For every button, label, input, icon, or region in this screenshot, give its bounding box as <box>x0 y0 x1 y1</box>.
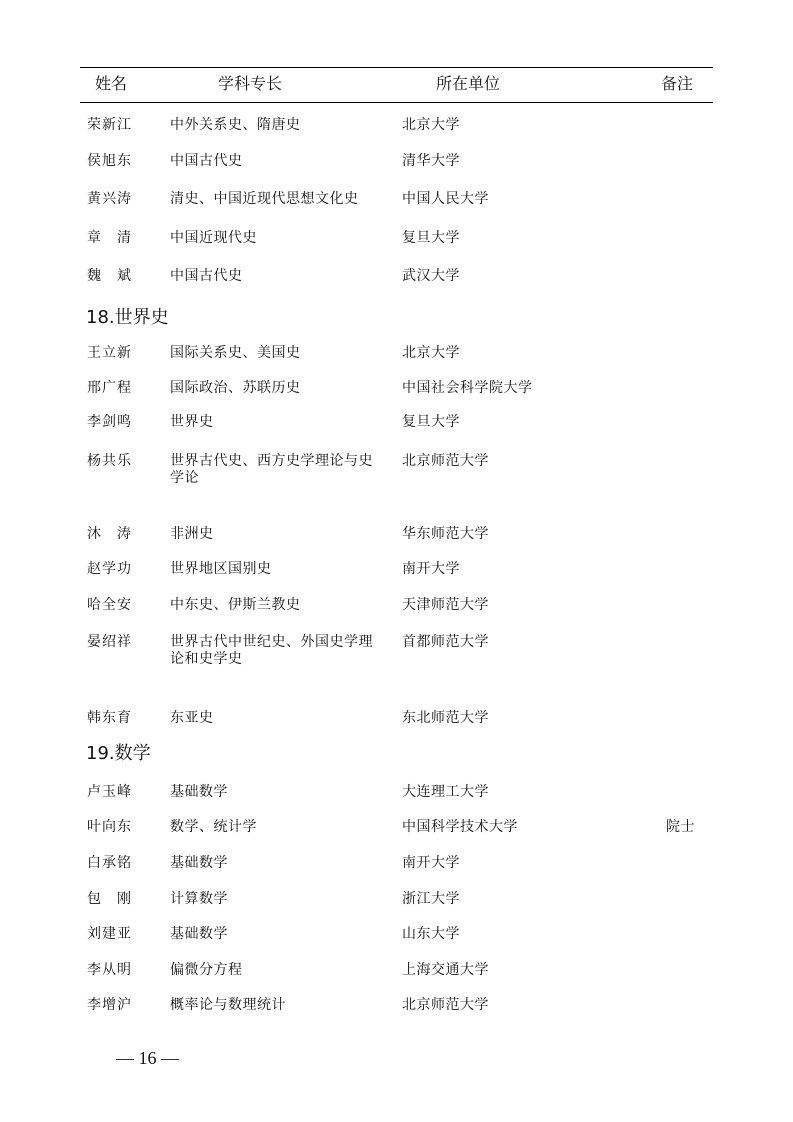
row-specialty: 世界古代中世纪史、外国史学理论和史学史 <box>170 634 373 667</box>
row-name: 李增沪 <box>87 997 132 1013</box>
row-specialty: 基础数学 <box>170 926 228 942</box>
row-unit: 复旦大学 <box>402 230 460 246</box>
row-specialty: 中国古代史 <box>170 268 243 284</box>
row-unit: 首都师范大学 <box>402 634 489 650</box>
row-unit: 山东大学 <box>402 926 460 942</box>
row-specialty: 中东史、伊斯兰教史 <box>170 597 301 613</box>
row-unit: 武汉大学 <box>402 268 460 284</box>
row-name: 魏 斌 <box>87 268 132 284</box>
row-name: 哈全安 <box>87 597 132 613</box>
row-unit: 北京大学 <box>402 117 460 133</box>
row-name: 卢玉峰 <box>87 784 132 800</box>
row-name: 章 清 <box>87 230 132 246</box>
row-name: 赵学功 <box>87 561 132 577</box>
row-specialty: 中国古代史 <box>170 153 243 169</box>
row-unit: 北京大学 <box>402 345 460 361</box>
row-specialty: 东亚史 <box>170 710 214 726</box>
section-heading-mathematics: 19.数学 <box>86 743 151 764</box>
row-unit: 中国科学技术大学 <box>402 819 518 835</box>
row-name: 邢广程 <box>87 380 132 396</box>
header-note: 备注 <box>661 74 694 93</box>
row-name: 刘建亚 <box>87 926 132 942</box>
row-unit: 浙江大学 <box>402 891 460 907</box>
row-name: 韩东育 <box>87 710 132 726</box>
row-unit: 南开大学 <box>402 561 460 577</box>
row-specialty: 计算数学 <box>170 891 228 907</box>
table-top-rule <box>80 67 713 68</box>
header-unit: 所在单位 <box>436 74 501 93</box>
row-specialty: 世界古代史、西方史学理论与史学论 <box>170 453 373 486</box>
row-specialty: 清史、中国近现代思想文化史 <box>170 191 359 207</box>
row-specialty: 中国近现代史 <box>170 230 257 246</box>
header-name: 姓名 <box>95 74 128 93</box>
row-specialty: 世界地区国别史 <box>170 561 272 577</box>
row-unit: 中国人民大学 <box>402 191 489 207</box>
row-specialty: 国际关系史、美国史 <box>170 345 301 361</box>
row-unit: 北京师范大学 <box>402 453 489 469</box>
row-name: 侯旭东 <box>87 153 132 169</box>
row-unit: 东北师范大学 <box>402 710 489 726</box>
row-specialty: 基础数学 <box>170 784 228 800</box>
row-specialty: 概率论与数理统计 <box>170 997 286 1013</box>
row-unit: 清华大学 <box>402 153 460 169</box>
row-note: 院士 <box>666 819 695 835</box>
row-specialty: 偏微分方程 <box>170 962 243 978</box>
header-specialty: 学科专长 <box>218 74 283 93</box>
page-number: — 16 — <box>116 1048 179 1068</box>
row-unit: 复旦大学 <box>402 414 460 430</box>
row-name: 荣新江 <box>87 117 132 133</box>
row-unit: 华东师范大学 <box>402 526 489 542</box>
row-name: 王立新 <box>87 345 132 361</box>
section-heading-world-history: 18.世界史 <box>86 307 169 328</box>
row-unit: 上海交通大学 <box>402 962 489 978</box>
row-name: 沐 涛 <box>87 526 132 542</box>
row-unit: 南开大学 <box>402 855 460 871</box>
row-unit: 北京师范大学 <box>402 997 489 1013</box>
row-name: 黄兴涛 <box>87 191 132 207</box>
row-unit: 中国社会科学院大学 <box>402 380 533 396</box>
table-header-rule <box>80 102 713 103</box>
row-name: 晏绍祥 <box>87 634 132 650</box>
row-name: 叶向东 <box>87 819 132 835</box>
row-specialty: 非洲史 <box>170 526 214 542</box>
row-specialty: 国际政治、苏联历史 <box>170 380 301 396</box>
row-name: 李从明 <box>87 962 132 978</box>
row-name: 包 刚 <box>87 891 132 907</box>
row-specialty: 世界史 <box>170 414 214 430</box>
row-specialty: 数学、统计学 <box>170 819 257 835</box>
row-name: 白承铭 <box>87 855 132 871</box>
row-name: 杨共乐 <box>87 453 132 469</box>
row-unit: 大连理工大学 <box>402 784 489 800</box>
row-name: 李剑鸣 <box>87 414 132 430</box>
row-specialty: 基础数学 <box>170 855 228 871</box>
row-specialty: 中外关系史、隋唐史 <box>170 117 301 133</box>
row-unit: 天津师范大学 <box>402 597 489 613</box>
